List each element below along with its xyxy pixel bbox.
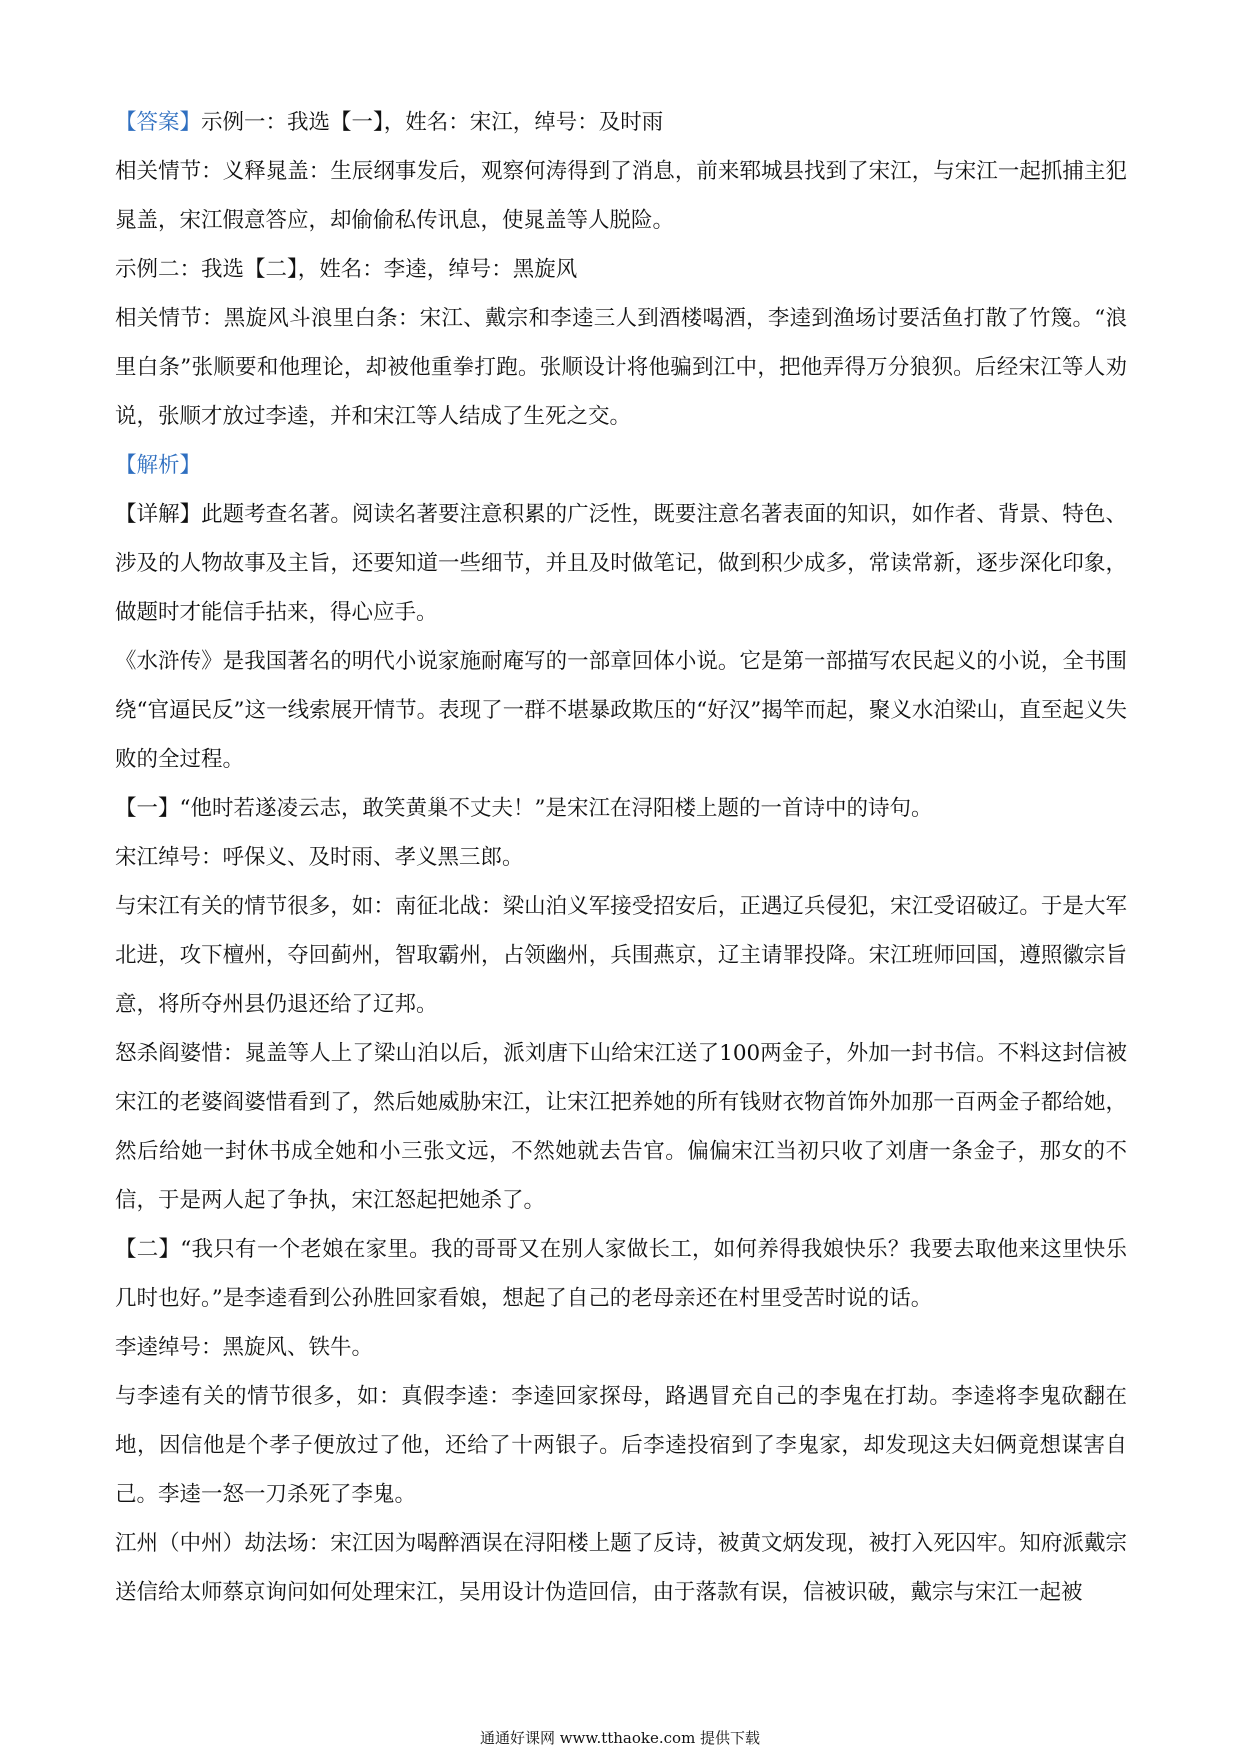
analysis-paragraph: 宋江绰号：呼保义、及时雨、孝义黑三郎。: [115, 845, 524, 870]
answer-example1-text: 示例一：我选【一】，姓名：宋江，绰号：及时雨: [201, 110, 664, 135]
analysis-paragraph: 【详解】此题考查名著。阅读名著要注意积累的广泛性，既要注意名著表面的知识，如作者、背景、特色、涉及的人物故事及主旨，还要知道一些细节，并且及时做笔记，做到积少成多，常读常新，逐步深化印象，做题时才能信手拈来，得心应手。: [115, 502, 1127, 625]
analysis-heading: [115, 441, 1127, 490]
analysis-paragraph: 与李逵有关的情节很多，如：真假李逵：李逵回家探母，路遇冒充自己的李鬼在打劫。李逵将李鬼砍翻在地，因信他是个孝子便放过了他，还给了十两银子。后李逵投宿到了李鬼家，却发现这夫妇俩竟想谋害自己。李逵一怒一刀杀死了李鬼。: [115, 1384, 1127, 1507]
answer-example1-line: [115, 98, 1127, 147]
analysis-paragraph: 怒杀阎婆惜：晁盖等人上了梁山泊以后，派刘唐下山给宋江送了100两金子，外加一封书信。不料这封信被宋江的老婆阎婆惜看到了，然后她威胁宋江，让宋江把养她的所有钱财衣物首饰外加那一百两金子都给她，然后给她一封休书成全她和小三张文远，不然她就去告官。偏偏宋江当初只收了刘唐一条金子，那女的不信，于是两人起了争执，宋江怒起把她杀了。: [115, 1041, 1127, 1213]
analysis-paragraph: 江州（中州）劫法场：宋江因为喝醉酒误在浔阳楼上题了反诗，被黄文炳发现，被打入死囚牢。知府派戴宗送信给太师蔡京询问如何处理宋江，吴用设计伪造回信，由于落款有误，信被识破，戴宗与宋江一起被: [115, 1531, 1127, 1605]
analysis-paragraph: 【二】“我只有一个老娘在家里。我的哥哥又在别人家做长工，如何养得我娘快乐？我要去取他来这里快乐几时也好。”是李逵看到公孙胜回家看娘，想起了自己的老母亲还在村里受苦时说的话。: [115, 1237, 1127, 1311]
answer-example1-plot: 相关情节：义释晁盖：生辰纲事发后，观察何涛得到了消息，前来郓城县找到了宋江，与宋江一起抓捕主犯晁盖，宋江假意答应，却偷偷私传讯息，使晁盖等人脱险。: [115, 159, 1127, 233]
analysis-paragraph: 《水浒传》是我国著名的明代小说家施耐庵写的一部章回体小说。它是第一部描写农民起义的小说，全书围绕“官逼民反”这一线索展开情节。表现了一群不堪暴政欺压的“好汉”揭竿而起，聚义水泊梁山，直至起义失败的全过程。: [115, 649, 1127, 772]
document-body: [115, 98, 1127, 1617]
analysis-tag: 【解析】: [115, 453, 202, 478]
analysis-paragraph: 李逵绰号：黑旋风、铁牛。: [115, 1335, 374, 1360]
analysis-paragraph: 与宋江有关的情节很多，如：南征北战：梁山泊义军接受招安后，正遇辽兵侵犯，宋江受诏破辽。于是大军北进，攻下檀州，夺回蓟州，智取霸州，占领幽州，兵围燕京，辽主请罪投降。宋江班师回国，遵照徽宗旨意，将所夺州县仍退还给了辽邦。: [115, 894, 1127, 1017]
answer-example2-plot: 相关情节：黑旋风斗浪里白条：宋江、戴宗和李逵三人到酒楼喝酒，李逵到渔场讨要活鱼打散了竹篾。“浪里白条”张顺要和他理论，却被他重拳打跑。张顺设计将他骗到江中，把他弄得万分狼狈。后经宋江等人劝说，张顺才放过李逵，并和宋江等人结成了生死之交。: [115, 306, 1127, 429]
answer-example2-line: 示例二：我选【二】，姓名：李逵，绰号：黑旋风: [115, 257, 578, 282]
page-footer: 通通好课网 www.tthaoke.com 提供下载: [479, 1729, 761, 1747]
analysis-paragraph: 【一】“他时若遂凌云志，敢笑黄巢不丈夫！”是宋江在浔阳楼上题的一首诗中的诗句。: [115, 796, 933, 821]
answer-tag: 【答案】: [115, 110, 202, 135]
